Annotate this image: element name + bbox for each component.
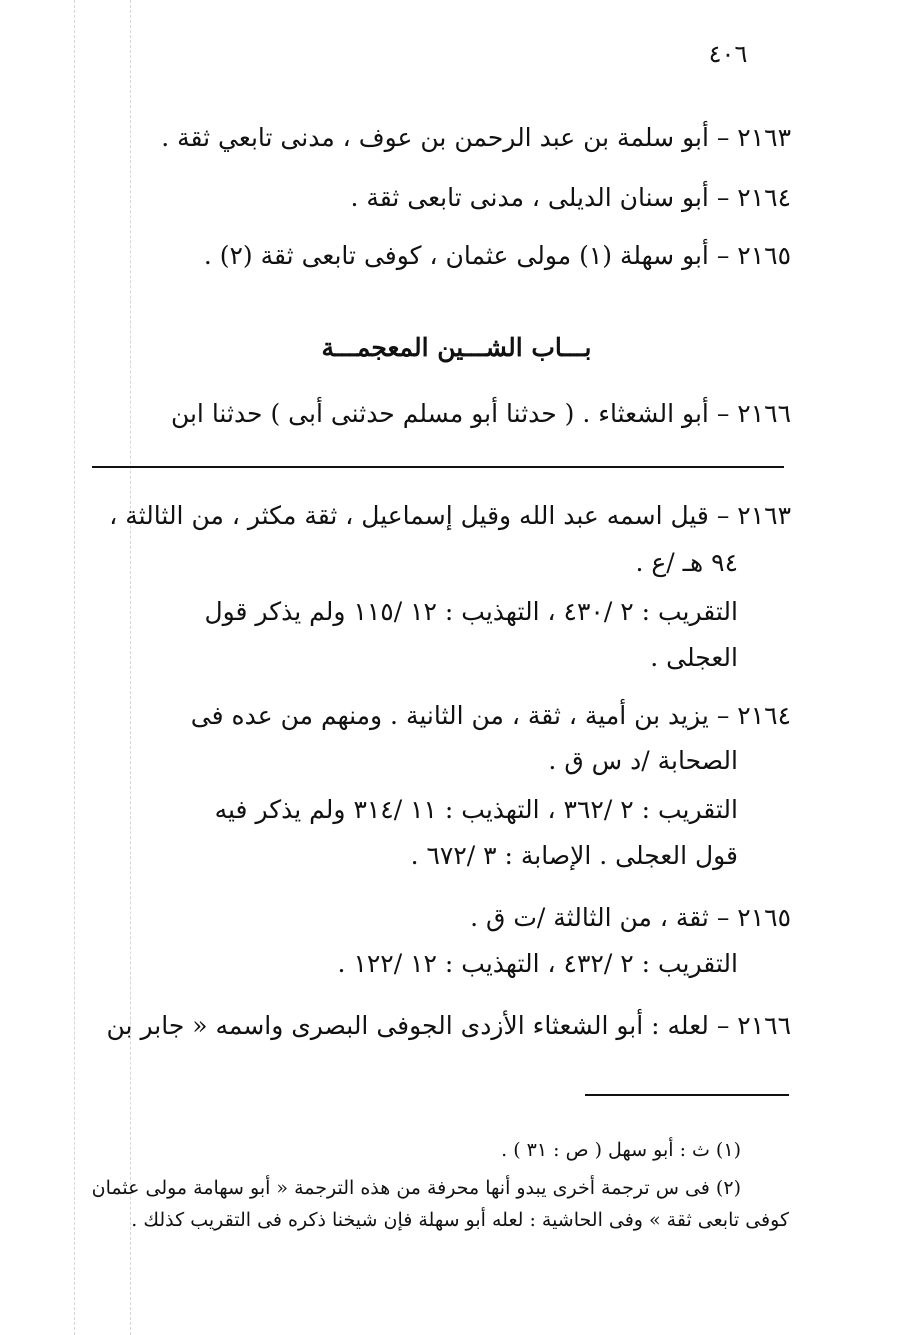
note-2163-line3: التقريب : ٢ /٤٣٠ ، التهذيب : ١٢ /١١٥ ولم يذكر قول xyxy=(204,597,738,626)
note-2163-line1: ٢١٦٣ – قيل اسمه عبد الله وقيل إسماعيل ، ثقة مكثر ، من الثالثة ، xyxy=(109,501,791,530)
note-2164-line2: الصحابة /د س ق . xyxy=(548,746,738,775)
note-2164-line3: التقريب : ٢ /٣٦٢ ، التهذيب : ١١ /٣١٤ ولم يذكر فيه xyxy=(214,795,738,824)
note-2166-line1: ٢١٦٦ – لعله : أبو الشعثاء الأزدى الجوفى البصرى واسمه « جابر بن xyxy=(106,1011,791,1040)
footnote-1: (١) ث : أبو سهل ( ص : ٣١ ) . xyxy=(501,1139,741,1161)
scan-margin-marks xyxy=(74,0,75,1335)
notes-divider xyxy=(92,466,784,468)
footnote-2-line2: كوفى تابعى ثقة » وفى الحاشية : لعله أبو سهلة فإن شيخنا ذكره فى التقريب كذلك . xyxy=(131,1209,789,1231)
note-2164-line1: ٢١٦٤ – يزيد بن أمية ، ثقة ، من الثانية . ومنهم من عده فى xyxy=(190,701,791,730)
note-2164-line4: قول العجلى . الإصابة : ٣ /٦٧٢ . xyxy=(410,841,738,870)
note-2163-line4: العجلى . xyxy=(650,643,738,672)
entry-2164: ٢١٦٤ – أبو سنان الديلى ، مدنى تابعى ثقة . xyxy=(350,183,791,212)
note-2165-line2: التقريب : ٢ /٤٣٢ ، التهذيب : ١٢ /١٢٢ . xyxy=(337,949,738,978)
section-heading: بـــاب الشـــين المعجمـــة xyxy=(321,333,592,362)
footnote-2-line1: (٢) فى س ترجمة أخرى يبدو أنها محرفة من هذه الترجمة « أبو سهامة مولى عثمان xyxy=(91,1177,741,1199)
footnote-divider xyxy=(585,1094,789,1096)
note-2165-line1: ٢١٦٥ – ثقة ، من الثالثة /ت ق . xyxy=(470,903,791,932)
entry-2165: ٢١٦٥ – أبو سهلة (١) مولى عثمان ، كوفى تابعى ثقة (٢) . xyxy=(203,241,791,270)
page-number: ٤٠٦ xyxy=(708,40,748,68)
entry-2163: ٢١٦٣ – أبو سلمة بن عبد الرحمن بن عوف ، مدنى تابعي ثقة . xyxy=(161,123,791,152)
note-2163-line2: ٩٤ هـ /ع . xyxy=(635,548,738,577)
entry-2166: ٢١٦٦ – أبو الشعثاء . ( حدثنا أبو مسلم حدثنى أبى ) حدثنا ابن xyxy=(170,399,791,428)
scan-margin-marks xyxy=(130,0,131,1335)
